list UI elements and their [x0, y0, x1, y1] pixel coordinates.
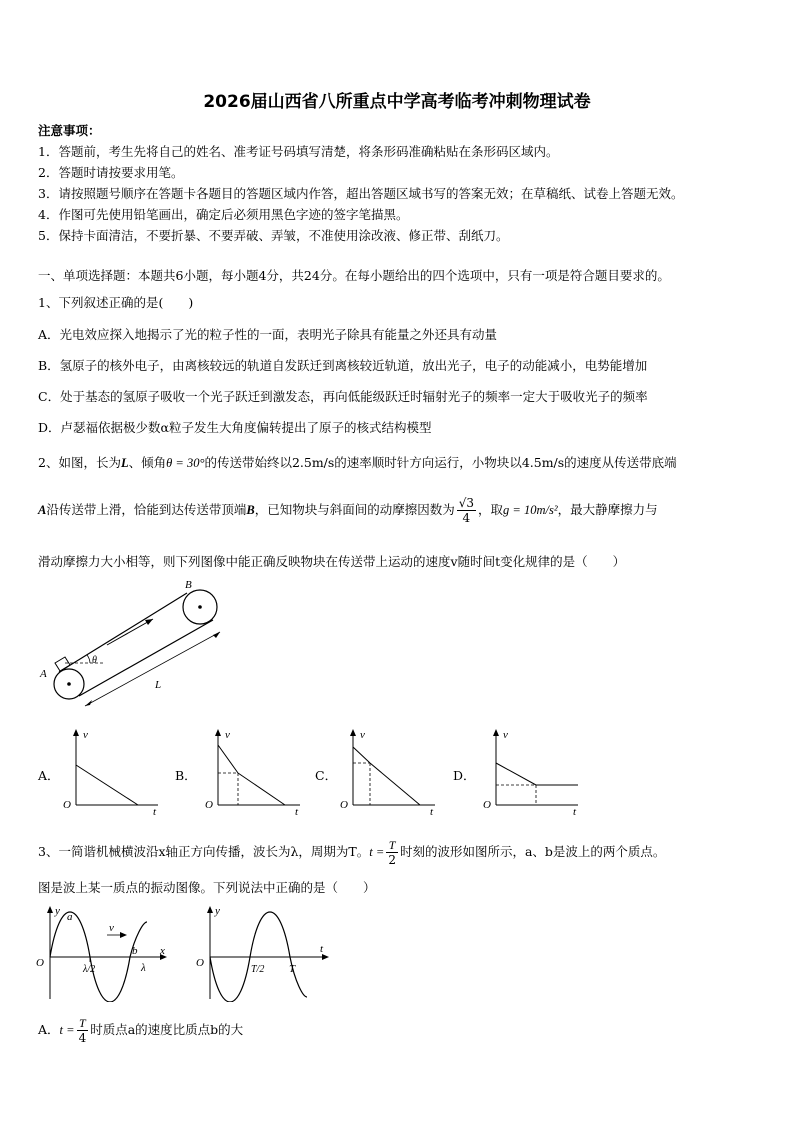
- vibration-graph: [195, 902, 340, 1002]
- svg-text:O: O: [483, 799, 491, 811]
- svg-text:T/2: T/2: [251, 964, 265, 975]
- svg-text:a: a: [67, 911, 73, 923]
- q2-option-b-graph: [200, 725, 310, 815]
- svg-text:O: O: [36, 957, 44, 969]
- t-fraction: $\frac{T}{2}$: [388, 838, 396, 867]
- notice-item-5: 5．保持卡面清洁，不要折暴、不要弄破、弄皱，不准使用涂改液、修正带、刮纸刀。: [38, 228, 509, 243]
- svg-text:t: t: [320, 943, 324, 955]
- svg-text:v: v: [360, 729, 365, 741]
- svg-text:v: v: [109, 922, 114, 934]
- svg-text:y: y: [55, 905, 60, 917]
- q1-option-c: C．处于基态的氢原子吸收一个光子跃迁到激发态，再向低能级跃迁时辐射光子的频率一定大于吸收光子的频率: [38, 389, 648, 404]
- svg-text:t: t: [430, 806, 434, 815]
- q2-option-c-label: C．: [315, 768, 338, 783]
- svg-text:y: y: [215, 905, 220, 917]
- figure-label-theta: θ: [92, 655, 97, 666]
- figure-label-l: L: [155, 679, 162, 691]
- svg-text:v: v: [83, 729, 88, 741]
- q2-line-3: 滑动摩擦力大小相等，则下列图像中能正确反映物块在传送带上运动的速度v随时间t变化规律的是（ ）: [38, 554, 626, 569]
- svg-text:T: T: [289, 963, 296, 975]
- q2-line-2: A沿传送带上滑，恰能到达传送带顶端B，已知物块与斜面间的动摩擦因数为 $\frac{√3}{4}$ ，取g = 10m/s²，最大静摩擦力与: [38, 496, 658, 525]
- velocity-arrow: [107, 619, 153, 645]
- page-title: 2026届山西省八所重点中学高考临考冲刺物理试卷: [203, 92, 591, 112]
- svg-text:t: t: [573, 806, 577, 815]
- q3-line-1: 3、一简谐机械横波沿x轴正方向传播，波长为λ，周期为T。t = $\frac{T}{2}$ 时刻的波形如图所示，a、b是波上的两个质点。: [38, 838, 666, 867]
- q2-option-b-label: B．: [175, 768, 197, 783]
- q1-stem: 1、下列叙述正确的是( ): [38, 295, 194, 310]
- section-heading: 一、单项选择题：本题共6小题，每小题4分，共24分。在每小题给出的四个选项中，只有一项是符合题目要求的。: [38, 268, 670, 283]
- figure-label-a: A: [40, 668, 47, 680]
- optA-fraction: $\frac{T}{4}$: [78, 1016, 87, 1045]
- notice-item-2: 2．答题时请按要求用笔。: [38, 165, 184, 180]
- svg-text:v: v: [225, 729, 230, 741]
- notice-item-1: 1．答题前，考生先将自己的姓名、准考证号码填写清楚，将条形码准确粘贴在条形码区域内。: [38, 144, 559, 159]
- q1-option-a: A．光电效应探入地揭示了光的粒子性的一面，表明光子除具有能量之外还具有动量: [38, 327, 498, 342]
- svg-text:λ: λ: [141, 962, 146, 974]
- belt-top: [59, 593, 187, 672]
- figure-label-b: B: [185, 579, 192, 591]
- q1-option-b: B．氢原子的核外电子，由离核较远的轨道自发跃迁到离核较近轨道，放出光子，电子的动能减小，电势能增加: [38, 358, 648, 373]
- q2-option-a-graph: [58, 725, 168, 815]
- q2-line-1: 2、如图，长为L、倾角θ = 30°的传送带始终以2.5m/s的速率顺时针方向运行，小物块以4.5m/s的速度从传送带底端: [38, 455, 677, 470]
- notice-heading: 注意事项：: [38, 123, 101, 138]
- belt-bottom: [79, 620, 213, 696]
- q2-option-d-label: D．: [453, 768, 476, 783]
- q2-option-c-graph: [335, 725, 445, 815]
- svg-text:λ/2: λ/2: [83, 964, 96, 975]
- svg-text:x: x: [160, 945, 165, 957]
- q2-option-d-graph: [478, 725, 593, 815]
- wave-graph: [35, 902, 175, 1002]
- svg-text:t: t: [153, 806, 157, 815]
- svg-text:O: O: [196, 957, 204, 969]
- svg-text:O: O: [205, 799, 213, 811]
- svg-text:O: O: [63, 799, 71, 811]
- svg-text:b: b: [132, 945, 138, 957]
- mu-fraction: $\frac{√3}{4}$: [458, 496, 474, 525]
- svg-text:O: O: [340, 799, 348, 811]
- conveyor-belt-figure: [35, 575, 245, 720]
- notice-item-3: 3．请按照题号顺序在答题卡各题目的答题区域内作答，超出答题区域书写的答案无效；在草稿纸、试卷上答题无效。: [38, 186, 684, 201]
- q3-line-2: 图是波上某一质点的振动图像。下列说法中正确的是（ ）: [38, 880, 376, 895]
- q3-option-a: A．t = $\frac{T}{4}$ 时质点a的速度比质点b的大: [38, 1016, 244, 1045]
- svg-text:v: v: [503, 729, 508, 741]
- svg-text:t: t: [295, 806, 299, 815]
- q2-option-a-label: A．: [38, 768, 60, 783]
- notice-item-4: 4．作图可先使用铅笔画出，确定后必须用黑色字迹的签字笔描黑。: [38, 207, 409, 222]
- q1-option-d: D．卢瑟福依据极少数α粒子发生大角度偏转提出了原子的核式结构模型: [38, 420, 432, 435]
